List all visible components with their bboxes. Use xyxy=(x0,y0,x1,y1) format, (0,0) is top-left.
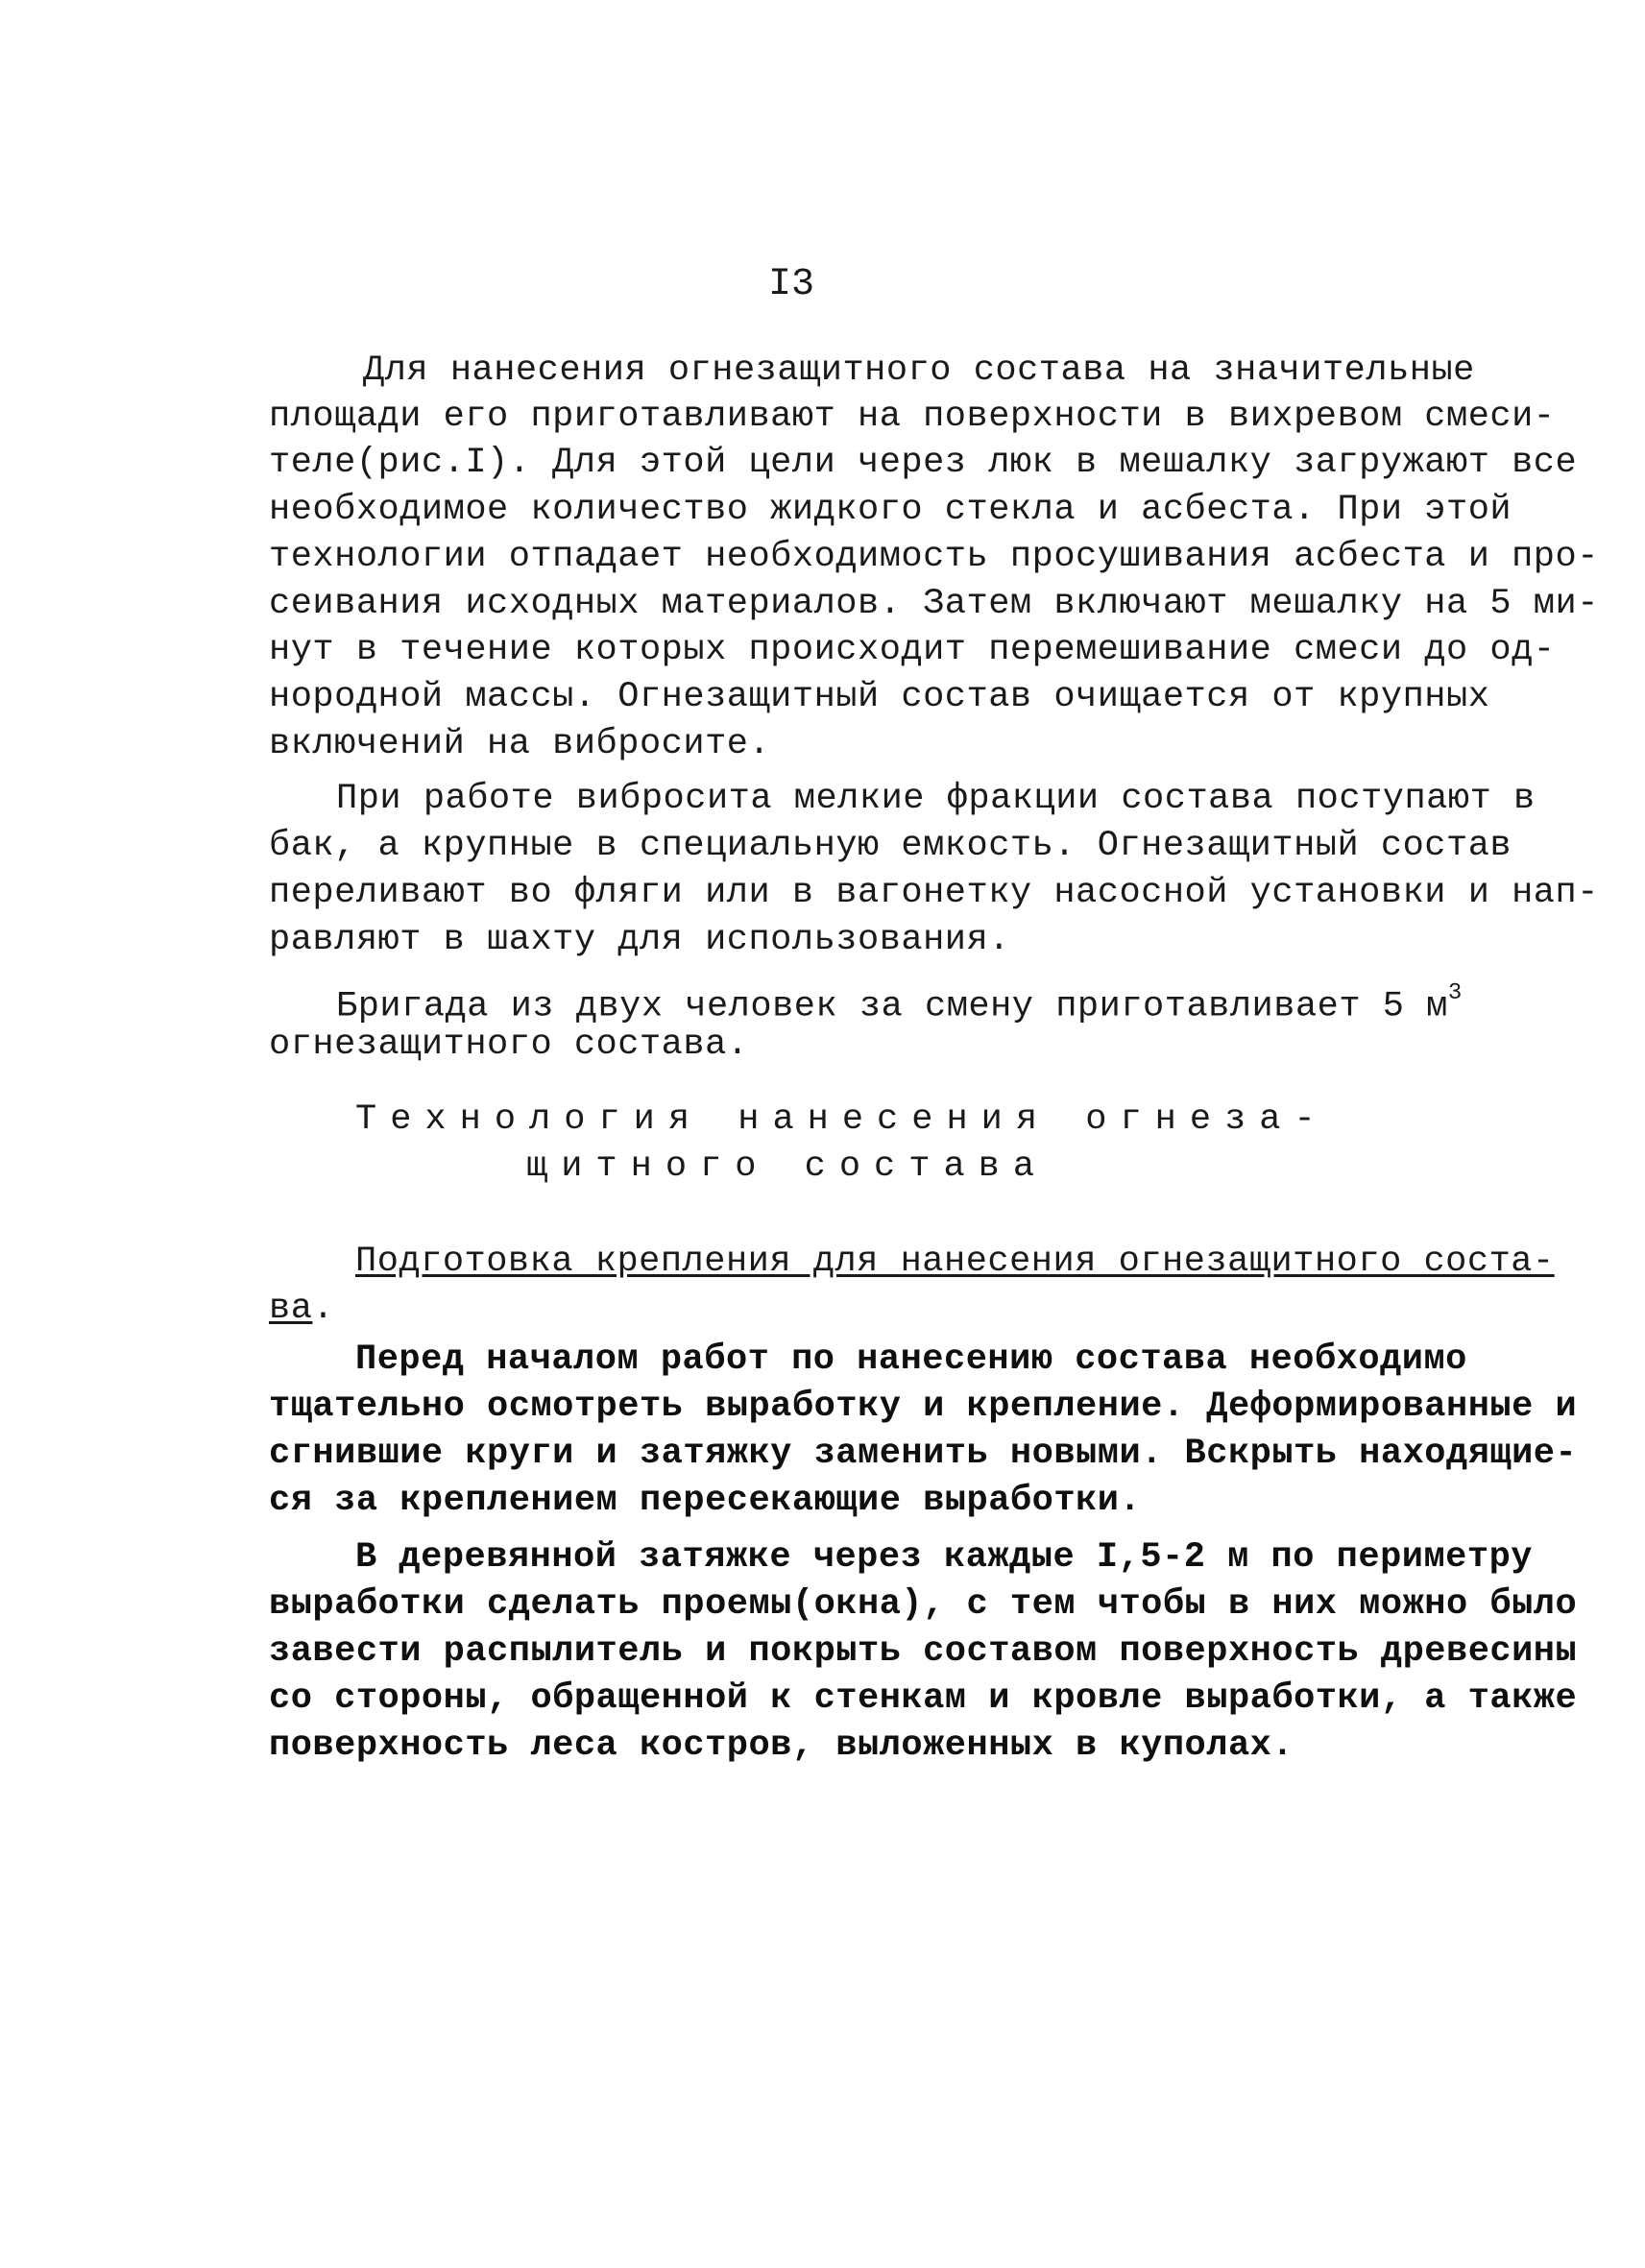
page-number: I3 xyxy=(768,263,815,306)
paragraph-line: завести распылитель и покрыть составом поверхность древесины xyxy=(269,1631,1578,1672)
subheading-line: Подготовка крепления для нанесения огнезащитного соста- xyxy=(355,1242,1555,1282)
paragraph-line: нородной массы. Огнезащитный состав очищается от крупных xyxy=(269,677,1490,717)
paragraph-line: ся за креплением пересекающие выработки. xyxy=(269,1481,1142,1521)
paragraph-line: равляют в шахту для использования. xyxy=(269,920,1010,960)
paragraph-line: огнезащитного состава. xyxy=(269,1025,749,1065)
paragraph-line: сгнившие круги и затяжку заменить новыми. Вскрыть находящие- xyxy=(269,1434,1578,1474)
paragraph-line: поверхность леса костров, выложенных в куполах. xyxy=(269,1725,1294,1766)
paragraph-line: необходимое количество жидкого стекла и асбеста. При этой xyxy=(269,490,1512,530)
section-heading-line: щитного состава xyxy=(526,1146,1049,1187)
paragraph-line: нут в течение которых происходит перемешивание смеси до од- xyxy=(269,630,1556,670)
paragraph-line: со стороны, обращенной к стенкам и кровле выработки, а также xyxy=(269,1678,1578,1719)
subheading-line xyxy=(269,1286,334,1332)
subheading-tail-underlined: ва xyxy=(269,1289,313,1329)
paragraph-line: переливают во фляги или в вагонетку насосной установки и нап- xyxy=(269,873,1599,913)
paragraph-line: включений на вибросите. xyxy=(269,724,771,764)
paragraph-line: теле(рис.I). Для этой цели через люк в мешалку загружают все xyxy=(269,443,1578,483)
cubic-superscript: 3 xyxy=(1447,980,1463,1006)
subheading-tail-period: . xyxy=(312,1289,335,1329)
paragraph-line: тщательно осмотреть выработку и крепление. Деформированные и xyxy=(269,1387,1578,1427)
paragraph-line: При работе вибросита мелкие фракции состава поступают в xyxy=(336,779,1536,819)
paragraph-line: сеивания исходных материалов. Затем включают мешалку на 5 ми- xyxy=(269,584,1599,624)
paragraph-line: технологии отпадает необходимость просушивания асбеста и про- xyxy=(269,537,1599,577)
paragraph-line: Для нанесения огнезащитного состава на значительные xyxy=(363,350,1475,391)
section-heading-line: Технология нанесения огнеза- xyxy=(355,1099,1329,1140)
paragraph-line: В деревянной затяжке через каждые I,5-2 м по периметру xyxy=(355,1537,1533,1578)
paragraph-line: выработки сделать проемы(окна), с тем чтобы в них можно было xyxy=(269,1584,1578,1625)
paragraph-line: площади его приготавливают на поверхности в вихревом смеси- xyxy=(269,397,1556,437)
paragraph-line-text: Бригада из двух человек за смену приготавливает 5 м xyxy=(336,986,1448,1027)
paragraph-line: Перед началом работ по нанесению состава необходимо xyxy=(355,1339,1467,1380)
paragraph-line: бак, а крупные в специальную емкость. Огнезащитный состав xyxy=(269,826,1512,866)
